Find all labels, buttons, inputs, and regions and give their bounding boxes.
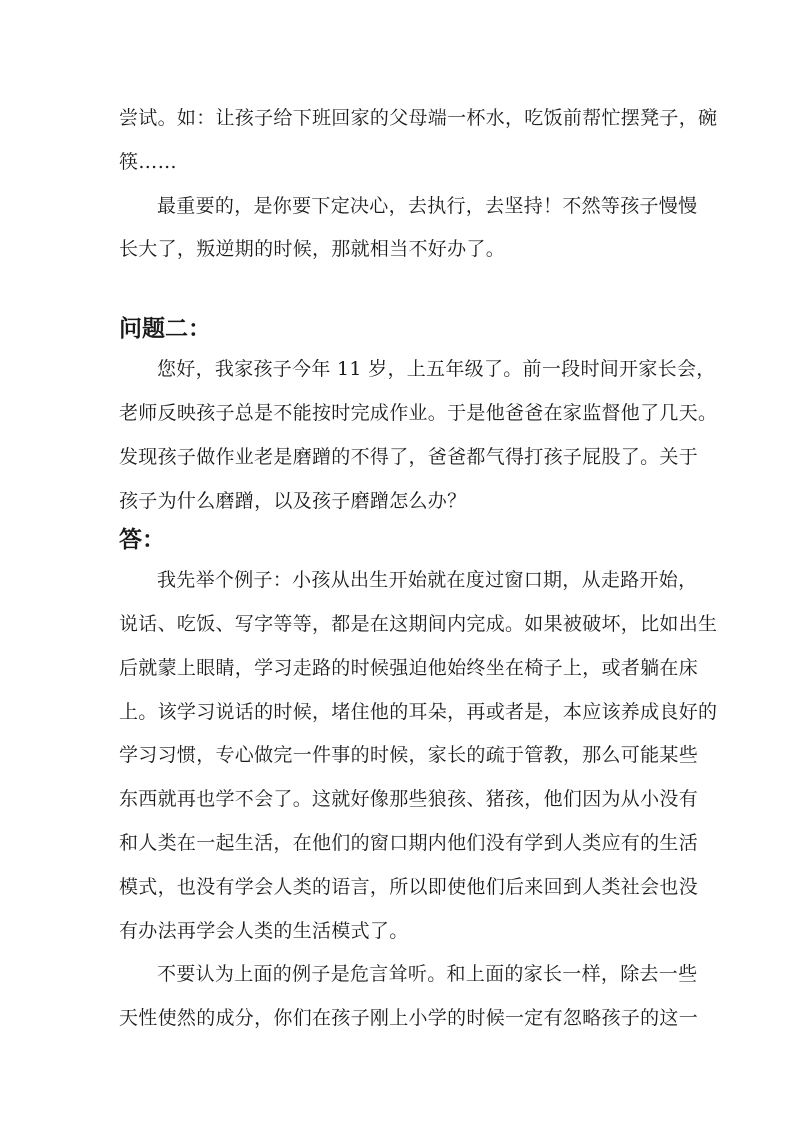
- answer-heading: 答：: [119, 526, 165, 553]
- paragraph-line: 不要认为上面的例子是危言耸听。和上面的家长一样，除去一些: [157, 963, 698, 985]
- paragraph-line: 东西就再也学不会了。这就好像那些狼孩、猪孩，他们因为从小没有: [119, 788, 699, 810]
- paragraph-line: 最重要的，是你要下定决心，去执行，去坚持！不然等孩子慢慢: [157, 195, 698, 217]
- paragraph-line: 模式，也没有学会人类的语言，所以即使他们后来回到人类社会也没: [119, 876, 699, 898]
- paragraph-line: 老师反映孩子总是不能按时完成作业。于是他爸爸在家监督他了几天。: [119, 402, 718, 424]
- paragraph-line: 您好，我家孩子今年 11 岁，上五年级了。前一段时间开家长会，: [157, 358, 716, 380]
- paragraph-line: 天性使然的成分，你们在孩子刚上小学的时候一定有忽略孩子的这一: [119, 1007, 699, 1029]
- paragraph-line: 后就蒙上眼睛，学习走路的时候强迫他始终坐在椅子上，或者躺在床: [119, 657, 699, 679]
- paragraph-line: 我先举个例子：小孩从出生开始就在度过窗口期，从走路开始，: [157, 569, 698, 591]
- paragraph-line: 上。该学习说话的时候，堵住他的耳朵，再或者是，本应该养成良好的: [119, 701, 718, 723]
- question-heading: 问题二：: [119, 315, 211, 342]
- paragraph-line: 有办法再学会人类的生活模式了。: [119, 920, 409, 942]
- paragraph-line: 学习习惯，专心做完一件事的时候，家长的疏于管教，那么可能某些: [119, 744, 699, 766]
- paragraph-line: 说话、吃饭、写字等等，都是在这期间内完成。如果被破坏，比如出生: [119, 613, 718, 635]
- paragraph-line: 和人类在一起生活，在他们的窗口期内他们没有学到人类应有的生活: [119, 832, 699, 854]
- paragraph-line: 孩子为什么磨蹭，以及孩子磨蹭怎么办？: [119, 490, 467, 512]
- paragraph-line: 筷……: [119, 151, 177, 173]
- paragraph-line: 发现孩子做作业老是磨蹭的不得了，爸爸都气得打孩子屁股了。关于: [119, 446, 699, 468]
- paragraph-line: 长大了，叛逆期的时候，那就相当不好办了。: [119, 238, 506, 260]
- paragraph-line: 尝试。如：让孩子给下班回家的父母端一杯水，吃饭前帮忙摆凳子，碗: [119, 107, 718, 129]
